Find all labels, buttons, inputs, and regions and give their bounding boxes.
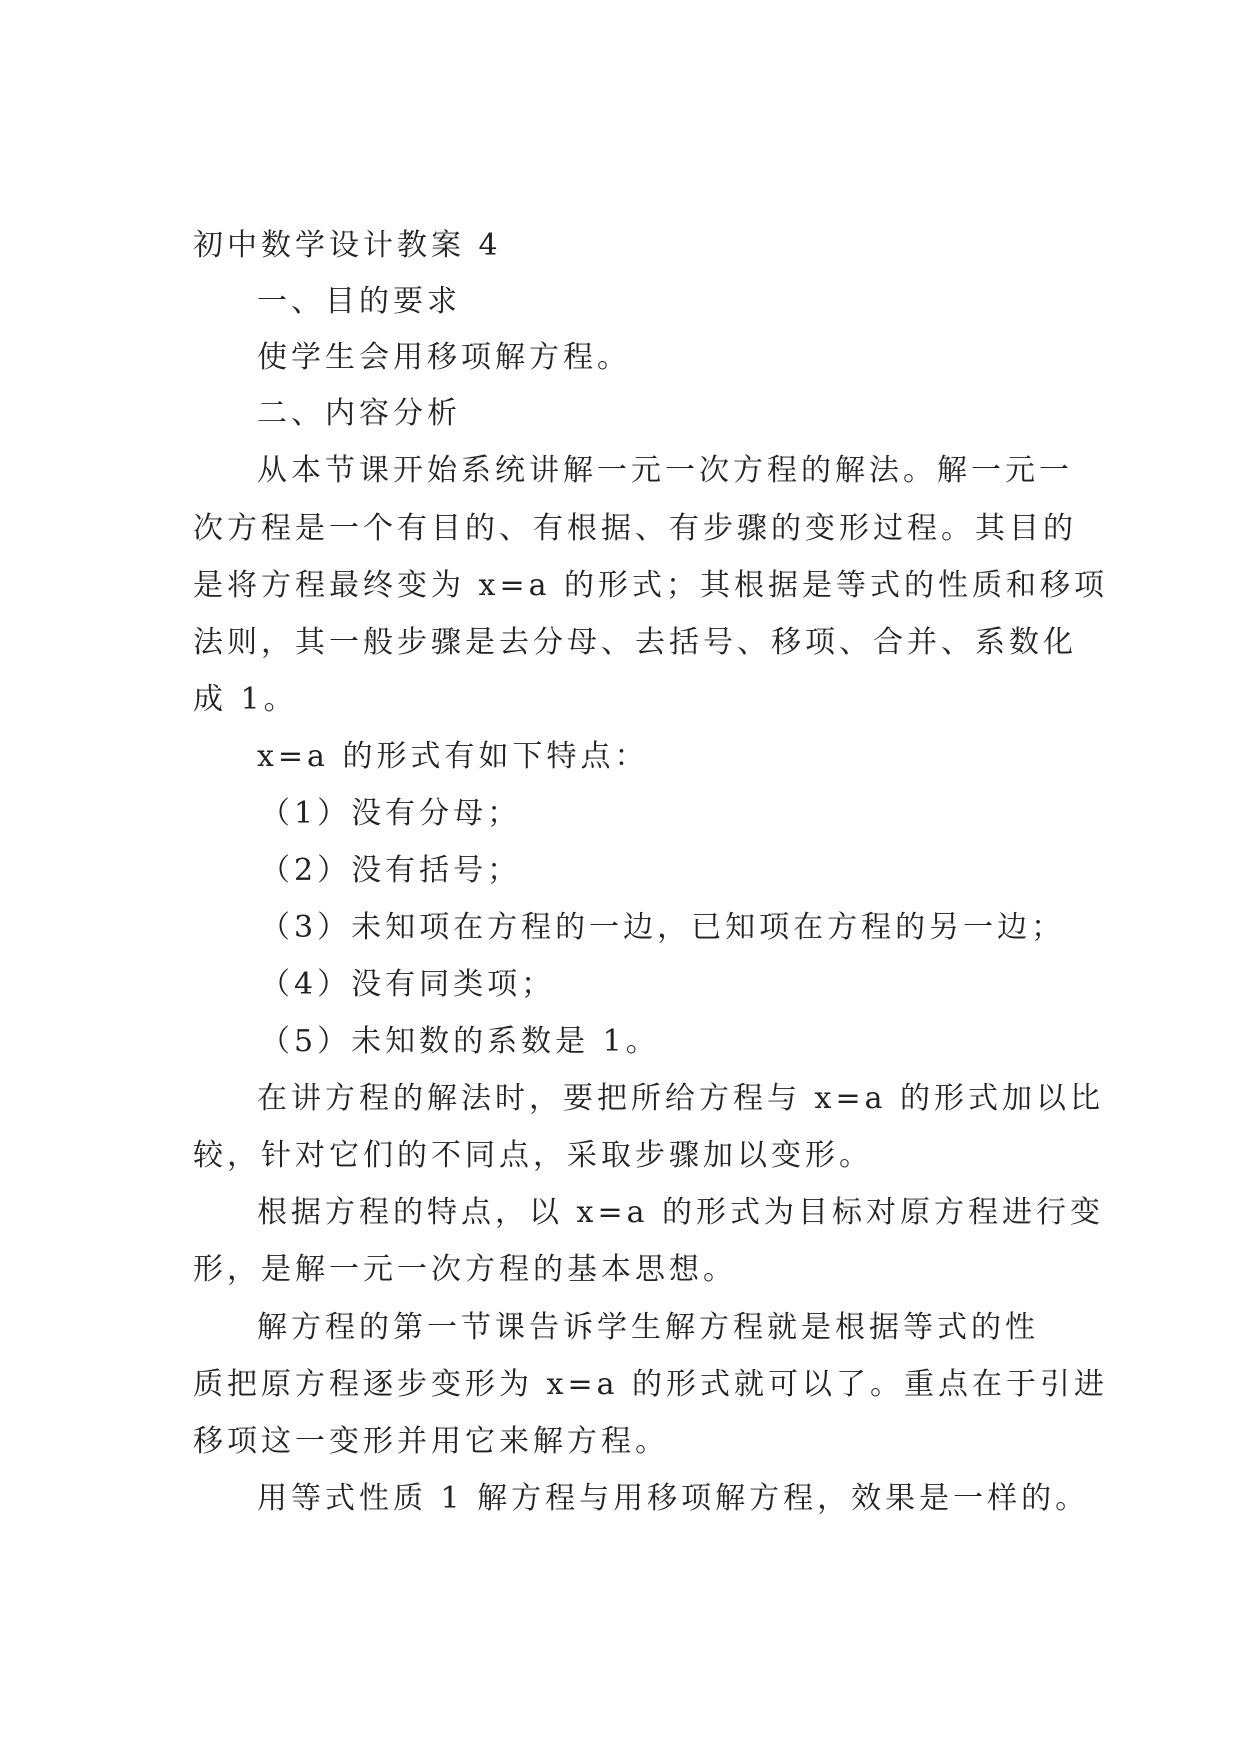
paragraph-line: 质把原方程逐步变形为 x=a 的形式就可以了。重点在于引进 [193,1367,1109,1402]
document-title: 初中数学设计教案 4 [193,228,502,263]
list-item: （2）没有括号； [260,853,522,888]
list-item: （3）未知项在方程的一边，已知项在方程的另一边； [260,910,1066,945]
section-heading: 一、目的要求 [257,284,461,319]
paragraph-line: 从本节课开始系统讲解一元一次方程的解法。解一元一 [257,453,1073,488]
paragraph-line: 成 1。 [193,682,298,717]
list-item: （4）没有同类项； [260,967,556,1002]
list-item: （1）没有分母； [260,796,522,831]
list-item: （5）未知数的系数是 1。 [260,1024,660,1059]
section-heading: 二、内容分析 [257,396,461,431]
paragraph-line: 根据方程的特点，以 x=a 的形式为目标对原方程进行变 [257,1195,1105,1230]
paragraph-line: 在讲方程的解法时，要把所给方程与 x=a 的形式加以比 [257,1081,1105,1116]
paragraph-line: 使学生会用移项解方程。 [257,340,631,375]
paragraph-line: 形，是解一元一次方程的基本思想。 [193,1252,737,1287]
paragraph-line: 移项这一变形并用它来解方程。 [193,1424,669,1459]
paragraph-line: 较，针对它们的不同点，采取步骤加以变形。 [193,1138,873,1173]
paragraph-line: 解方程的第一节课告诉学生解方程就是根据等式的性 [257,1310,1039,1345]
paragraph-line: 用等式性质 1 解方程与用移项解方程，效果是一样的。 [257,1481,1090,1516]
paragraph-line: 次方程是一个有目的、有根据、有步骤的变形过程。其目的 [193,511,1077,546]
paragraph-line: 法则，其一般步骤是去分母、去括号、移项、合并、系数化 [193,625,1077,660]
paragraph-line: 是将方程最终变为 x=a 的形式；其根据是等式的性质和移项 [193,568,1109,603]
paragraph-line: x=a 的形式有如下特点： [257,739,649,774]
